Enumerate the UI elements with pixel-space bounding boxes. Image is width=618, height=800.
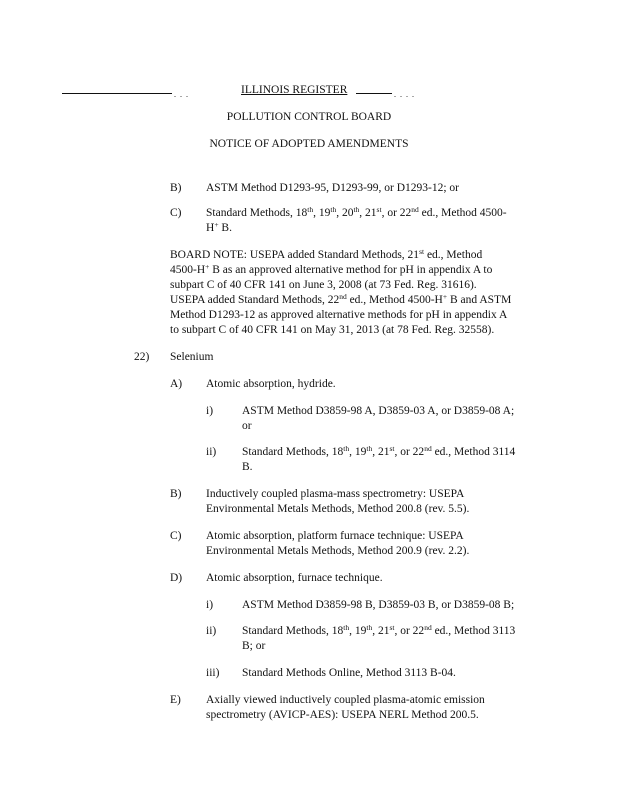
board-note-line1: BOARD NOTE: USEPA added Standard Methods, 21st ed., Method bbox=[170, 247, 483, 261]
item-label-d-ii: ii) bbox=[206, 625, 217, 637]
item-text-b2-line1: Inductively coupled plasma-mass spectrometry: USEPA bbox=[206, 488, 465, 500]
item-label-d: D) bbox=[170, 572, 183, 584]
item-label-a-ii: ii) bbox=[206, 446, 217, 458]
item-text-d-i-line1: ASTM Method D3859-98 B, D3859-03 B, or D3859-08 B; bbox=[242, 599, 515, 611]
header-dots-right: . . . . bbox=[394, 90, 415, 99]
header-rule-left bbox=[62, 93, 172, 94]
item-text-c2-line1: Atomic absorption, platform furnace technique: USEPA bbox=[206, 530, 464, 542]
item-text-a-i-line2: or bbox=[242, 420, 252, 432]
board-note-line6: to subpart C of 40 CFR 141 on May 31, 2013 (at 78 Fed. Reg. 32558). bbox=[170, 324, 495, 336]
item-label-a-i: i) bbox=[206, 405, 214, 417]
header-dots-left: . . . bbox=[174, 90, 189, 99]
item-label-c1: C) bbox=[170, 207, 182, 219]
board-note-line5: Method D1293-12 as approved alternative methods for pH in appendix A bbox=[170, 309, 508, 321]
item-text-d-ii-line2: B; or bbox=[242, 640, 266, 652]
item-label-e: E) bbox=[170, 694, 181, 706]
item-label-a: A) bbox=[170, 378, 183, 390]
item-label-d-iii: iii) bbox=[206, 667, 220, 679]
header-rule-right bbox=[356, 93, 392, 94]
item-text-b1: ASTM Method D1293-95, D1293-99, or D1293-12; or bbox=[206, 182, 459, 194]
selenium-heading: Selenium bbox=[170, 351, 214, 363]
item-text-c1-line2: H+ B. bbox=[206, 220, 232, 234]
item-text-a-ii-line1: Standard Methods, 18th, 19th, 21st, or 22nd ed., Method 3114 bbox=[242, 444, 516, 458]
item-text-d-ii-line1: Standard Methods, 18th, 19th, 21st, or 22nd ed., Method 3113 bbox=[242, 623, 516, 637]
board-note-line2: 4500-H+ B as an approved alternative method for pH in appendix A to bbox=[170, 262, 493, 276]
item-text-e-line2: spectrometry (AVICP-AES): USEPA NERL Method 200.5. bbox=[206, 709, 479, 721]
item-text-e-line1: Axially viewed inductively coupled plasma-atomic emission bbox=[206, 694, 485, 706]
item-text-a: Atomic absorption, hydride. bbox=[206, 378, 336, 390]
notice-title: NOTICE OF ADOPTED AMENDMENTS bbox=[209, 138, 409, 150]
item-text-c2-line2: Environmental Metals Methods, Method 200.9 (rev. 2.2). bbox=[206, 545, 470, 557]
item-label-d-i: i) bbox=[206, 599, 214, 611]
item-text-d-iii-line1: Standard Methods Online, Method 3113 B-04. bbox=[242, 667, 456, 679]
board-note-line4: USEPA added Standard Methods, 22nd ed., Method 4500-H+ B and ASTM bbox=[170, 292, 512, 306]
item-text-b2-line2: Environmental Metals Methods, Method 200.8 (rev. 5.5). bbox=[206, 503, 470, 515]
item-label-b1: B) bbox=[170, 182, 182, 194]
board-title: POLLUTION CONTROL BOARD bbox=[226, 111, 392, 123]
item-text-c1-line1: Standard Methods, 18th, 19th, 20th, 21st, or 22nd ed., Method 4500- bbox=[206, 205, 507, 219]
item-text-a-i-line1: ASTM Method D3859-98 A, D3859-03 A, or D3859-08 A; bbox=[242, 405, 515, 417]
item-label-b2: B) bbox=[170, 488, 182, 500]
item-text-a-ii-line2: B. bbox=[242, 461, 253, 473]
item-text-d: Atomic absorption, furnace technique. bbox=[206, 572, 383, 584]
board-note-line3: subpart C of 40 CFR 141 on June 3, 2008 (at 73 Fed. Reg. 31616). bbox=[170, 279, 477, 291]
item-label-c2: C) bbox=[170, 530, 182, 542]
register-title: ILLINOIS REGISTER bbox=[241, 84, 348, 96]
selenium-number: 22) bbox=[134, 351, 150, 363]
